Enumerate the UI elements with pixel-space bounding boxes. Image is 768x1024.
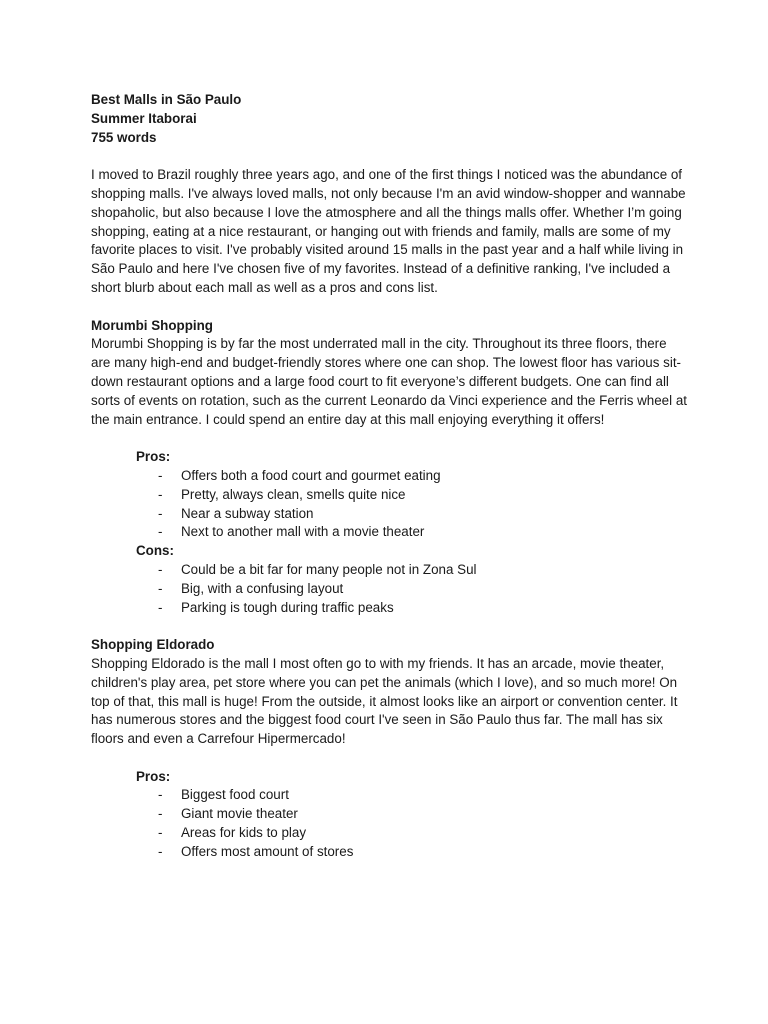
list-item: [136, 561, 687, 580]
pros-list: [136, 786, 687, 861]
bullet-dash: -: [158, 505, 163, 521]
list-item-text: Biggest food court: [181, 787, 289, 803]
list-item-text: Areas for kids to play: [181, 825, 307, 841]
mall-section: [91, 317, 687, 618]
list-item-text: Next to another mall with a movie theater: [181, 524, 425, 540]
bullet-dash: -: [158, 806, 163, 822]
list-item-text: Giant movie theater: [181, 806, 298, 822]
section-body: Shopping Eldorado is the mall I most often go to with my friends. It has an arcade, movie theater, children's play area, pet store where you can pet the animals (which I love), and so much more! On top of that, this mall is huge! From the outside, it almost looks like an airport or convention center. It has numerous stores and the biggest food court I've seen in São Paulo thus far. The mall has six floors and even a Carrefour Hipermercado!: [91, 655, 678, 747]
bullet-dash: -: [158, 843, 163, 859]
bullet-dash: -: [158, 561, 163, 577]
list-item: [136, 843, 687, 862]
bullet-dash: -: [158, 599, 163, 615]
list-item-text: Near a subway station: [181, 505, 314, 521]
pros-list: [136, 467, 687, 542]
list-item: [136, 523, 687, 542]
list-item: [136, 805, 687, 824]
list-item: [136, 505, 687, 524]
list-item-text: Parking is tough during traffic peaks: [181, 599, 394, 615]
list-item: [136, 786, 687, 805]
list-item-text: Could be a bit far for many people not in Zona Sul: [181, 561, 477, 577]
list-item-text: Offers most amount of stores: [181, 843, 354, 859]
list-item: [136, 486, 687, 505]
bullet-dash: -: [158, 580, 163, 596]
bullet-dash: -: [158, 524, 163, 540]
cons-label: Cons:: [136, 543, 174, 559]
cons-list: [136, 561, 687, 617]
mall-section: [91, 636, 687, 862]
spacer: [91, 749, 687, 768]
list-item: [136, 599, 687, 618]
document-content: [91, 91, 687, 862]
spacer: [91, 147, 687, 166]
intro-paragraph: I moved to Brazil roughly three years ago, and one of the first things I noticed was the abundance of shopping malls. I've always loved malls, not only because I'm an avid window-shopper and wannabe shopaholic, but also because I love the atmosphere and all the things malls offer. Whether I’m going shopping, eating at a nice restaurant, or hanging out with friends and family, malls are some of my favorite places to visit. I've probably visited around 15 malls in the past year and a half while living in São Paulo and here I've chosen five of my favorites. Instead of a definitive ranking, I've included a short blurb about each mall as well as a pros and cons list.: [91, 167, 686, 295]
spacer: [91, 298, 687, 317]
bullet-dash: -: [158, 825, 163, 841]
pros-label: Pros:: [136, 768, 171, 784]
list-item: [136, 580, 687, 599]
pros-cons-block: [136, 448, 687, 617]
pros-cons-block: [136, 768, 687, 862]
pros-label: Pros:: [136, 449, 171, 465]
section-body: Morumbi Shopping is by far the most underrated mall in the city. Throughout its three floors, there are many high-end and budget-friendly stores where one can shop. The lowest floor has various sit-down restaurant options and a large food court to fit everyone’s different budgets. One can find all sorts of events on rotation, such as the current Leonardo da Vinci experience and the Ferris wheel at the main entrance. I could spend an entire day at this mall enjoying everything it offers!: [91, 336, 687, 427]
section-heading: Shopping Eldorado: [91, 637, 215, 653]
spacer: [91, 617, 687, 636]
document-title: Best Malls in São Paulo: [91, 92, 242, 107]
document-header: [91, 91, 687, 147]
bullet-dash: -: [158, 787, 163, 803]
list-item: [136, 824, 687, 843]
word-count: 755 words: [91, 129, 157, 145]
list-item-text: Big, with a confusing layout: [181, 580, 344, 596]
bullet-dash: -: [158, 486, 163, 502]
list-item-text: Offers both a food court and gourmet eating: [181, 467, 441, 483]
bullet-dash: -: [158, 467, 163, 483]
spacer: [91, 429, 687, 448]
document-author: Summer Itaborai: [91, 110, 197, 126]
section-heading: Morumbi Shopping: [91, 317, 213, 333]
list-item-text: Pretty, always clean, smells quite nice: [181, 486, 406, 502]
list-item: [136, 467, 687, 486]
